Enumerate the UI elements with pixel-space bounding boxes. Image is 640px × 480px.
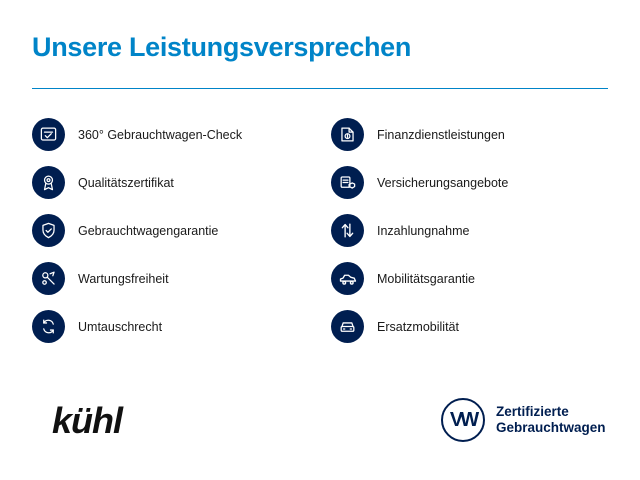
award-seal-icon bbox=[32, 166, 65, 199]
list-item-label: 360° Gebrauchtwagen-Check bbox=[78, 127, 243, 142]
list-item bbox=[32, 262, 309, 295]
up-down-arrows-icon bbox=[331, 214, 364, 247]
shield-check-icon bbox=[32, 214, 65, 247]
vw-certified-label-line2: Gebrauchtwagen bbox=[496, 420, 606, 435]
page-title: Unsere Leistungsversprechen bbox=[32, 32, 412, 62]
exchange-arrows-icon bbox=[32, 310, 65, 343]
car-insurance-icon bbox=[331, 166, 364, 199]
list-item bbox=[331, 118, 608, 151]
volkswagen-logo-icon: VW bbox=[441, 398, 485, 442]
dealer-logo: kühl bbox=[52, 400, 123, 441]
car-front-icon bbox=[331, 310, 364, 343]
benefits-column-right bbox=[331, 118, 608, 343]
list-item bbox=[331, 214, 608, 247]
footer bbox=[0, 392, 640, 462]
list-item-label: Finanzdienstleistungen bbox=[377, 127, 505, 142]
car-check-icon bbox=[32, 118, 65, 151]
list-item bbox=[331, 262, 608, 295]
list-item bbox=[32, 310, 309, 343]
header-divider bbox=[32, 88, 608, 89]
vw-certified-label-line1: Zertifizierte bbox=[496, 403, 569, 419]
wrench-gear-icon bbox=[32, 262, 65, 295]
list-item-label: Gebrauchtwagengarantie bbox=[78, 223, 219, 238]
list-item bbox=[32, 166, 309, 199]
list-item-label: Mobilitätsgarantie bbox=[377, 271, 475, 286]
list-item bbox=[331, 310, 608, 343]
benefits-columns bbox=[32, 118, 608, 343]
list-item-label: Wartungsfreiheit bbox=[78, 271, 169, 286]
car-side-icon bbox=[331, 262, 364, 295]
list-item-label: Umtauschrecht bbox=[78, 319, 163, 334]
list-item-label: Qualitätszertifikat bbox=[78, 175, 174, 190]
vw-certified-badge bbox=[441, 398, 606, 442]
list-item-label: Inzahlungnahme bbox=[377, 223, 470, 238]
list-item bbox=[32, 214, 309, 247]
money-document-icon bbox=[331, 118, 364, 151]
list-item-label: Versicherungsangebote bbox=[377, 175, 509, 190]
benefits-column-left bbox=[32, 118, 309, 343]
list-item bbox=[331, 166, 608, 199]
list-item-label: Ersatzmobilität bbox=[377, 319, 459, 334]
list-item bbox=[32, 118, 309, 151]
vw-certified-label bbox=[496, 404, 606, 437]
